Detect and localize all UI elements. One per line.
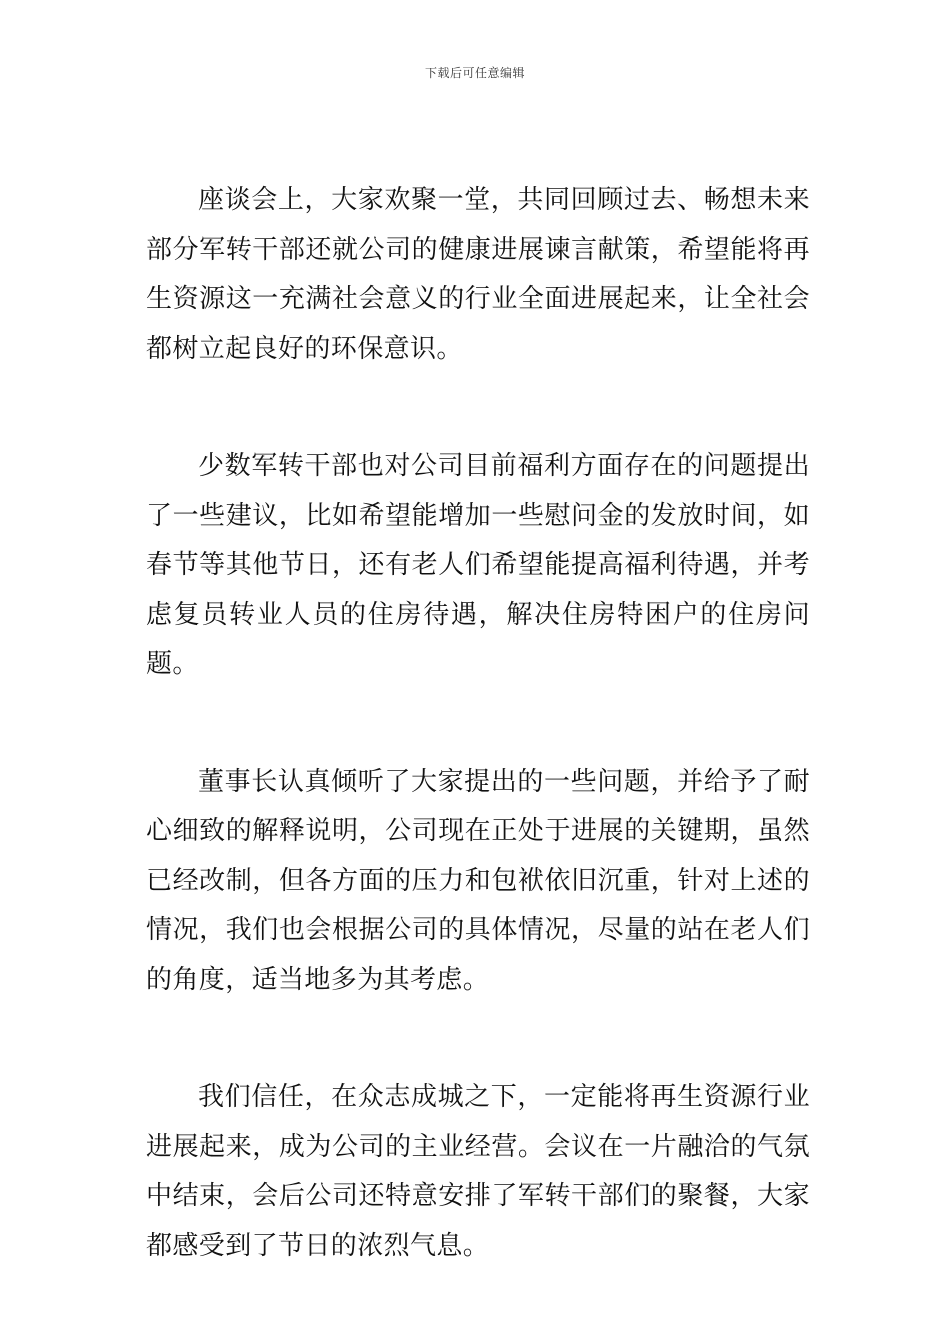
paragraph-1: 座谈会上，大家欢聚一堂，共同回顾过去、畅想未来部分军转干部还就公司的健康进展谏言献策，希望能将再生资源这一充满社会意义的行业全面进展起来，让全社会都树立起良好的环保意识。 [146, 185, 810, 364]
paragraph-3: 董事长认真倾听了大家提出的一些问题，并给予了耐心细致的解释说明，公司现在正处于进展的关键期，虽然已经改制，但各方面的压力和包袱依旧沉重，针对上述的情况，我们也会根据公司的具体情况，尽量的站在老人们的角度，适当地多为其考虑。 [146, 766, 810, 995]
page-header: 下载后可任意编辑 [424, 66, 525, 80]
paragraph-4: 我们信任，在众志成城之下，一定能将再生资源行业进展起来，成为公司的主业经营。会议在一片融洽的气氛中结束，会后公司还特意安排了军转干部们的聚餐，大家都感受到了节日的浓烈气息。 [146, 1082, 810, 1261]
document-body [146, 176, 810, 1339]
paragraph-2: 少数军转干部也对公司目前福利方面存在的问题提出了一些建议，比如希望能增加一些慰问金的发放时间，如春节等其他节日，还有老人们希望能提高福利待遇，并考虑复员转业人员的住房待遇，解决住房特困户的住房问题。 [146, 451, 810, 679]
